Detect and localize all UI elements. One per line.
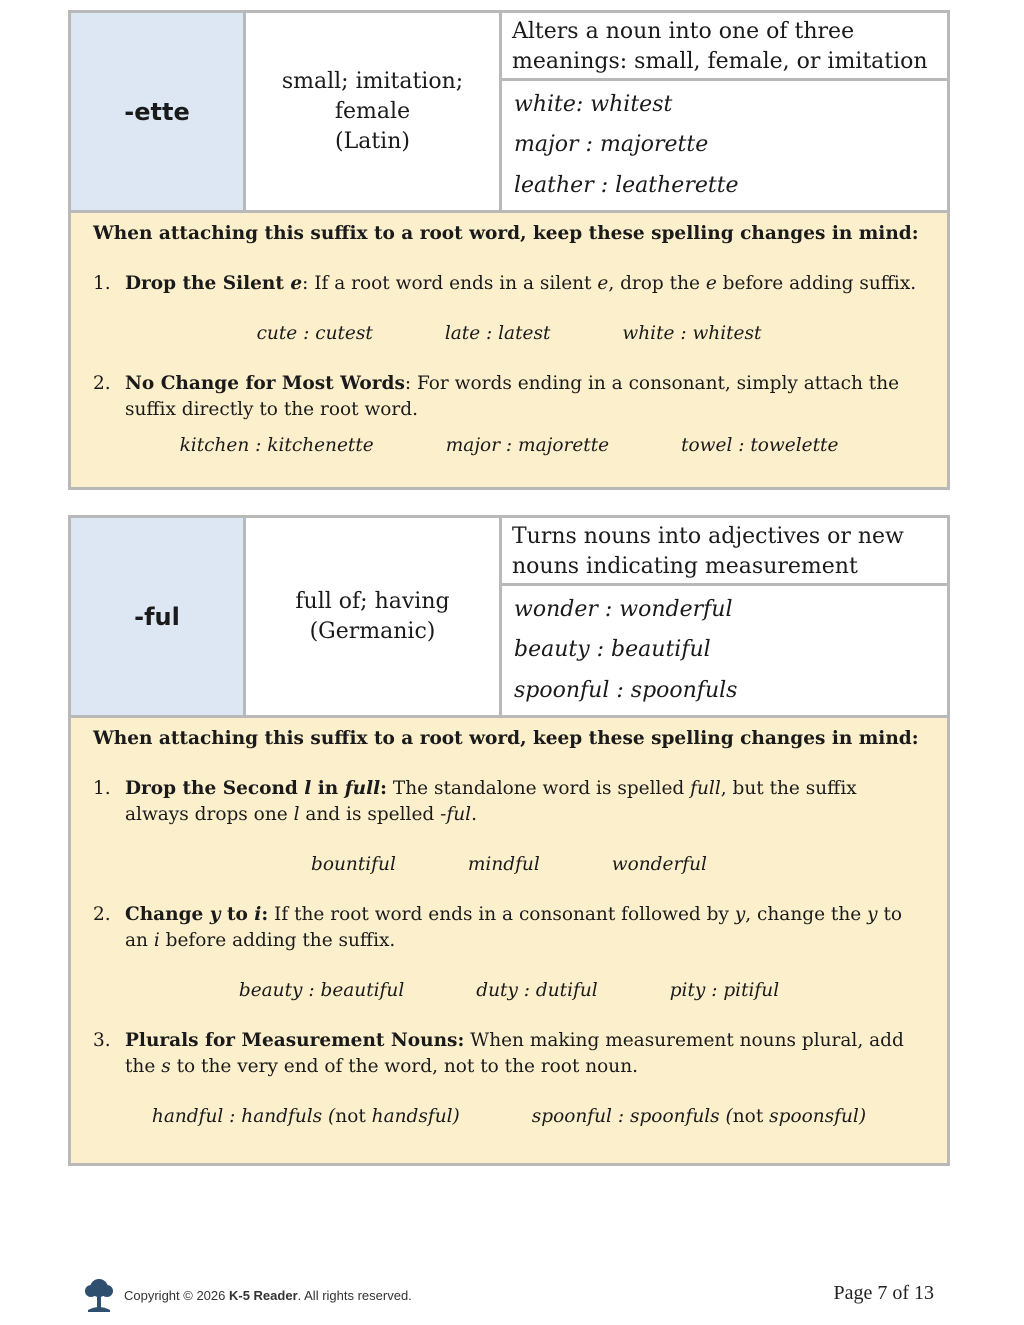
suffix-details xyxy=(502,13,947,210)
example-list xyxy=(502,586,947,715)
rule-examples xyxy=(93,852,925,878)
example-item: leather : leatherette xyxy=(514,172,739,198)
example-item: wonder : wonderful xyxy=(514,597,733,623)
rule-example: spoonful : spoonfuls (not spoonsful) xyxy=(531,1106,867,1127)
rule-text: Change y to i: If the root word ends in a consonant followed by y, change the y to an i before adding the suffix. xyxy=(125,904,903,951)
example-item: white: whitest xyxy=(514,92,673,118)
rule-examples xyxy=(93,321,925,347)
suffix-description: Alters a noun into one of three meanings: small, female, or imitation xyxy=(502,13,947,81)
rule-example: duty : dutiful xyxy=(476,980,598,1001)
rule-example: cute : cutest xyxy=(256,323,373,344)
rule-examples xyxy=(93,1104,925,1130)
rule-examples xyxy=(93,978,925,1004)
suffix-meaning: small; imitation; female (Latin) xyxy=(246,13,502,210)
rules-heading: When attaching this suffix to a root word, keep these spelling changes in mind: xyxy=(93,223,919,244)
rule-1 xyxy=(93,776,925,828)
suffix-card-ful xyxy=(68,515,950,1166)
suffix-details xyxy=(502,518,947,715)
rule-example: towel : towelette xyxy=(681,435,839,456)
rule-example: pity : pitiful xyxy=(669,980,780,1001)
rule-1 xyxy=(93,271,925,297)
rule-2 xyxy=(93,902,925,954)
rule-number: 2. xyxy=(93,373,111,394)
suffix-card-ette xyxy=(68,10,950,490)
suffix-header-row xyxy=(71,518,947,718)
rule-examples xyxy=(93,433,925,459)
suffix-label: -ful xyxy=(71,518,246,715)
rule-example: kitchen : kitchenette xyxy=(179,435,374,456)
rule-example: mindful xyxy=(467,854,540,875)
rule-example: bountiful xyxy=(311,854,396,875)
rule-text: Plurals for Measurement Nouns: When making measurement nouns plural, add the s to the very end of the word, not to the root noun. xyxy=(125,1030,904,1077)
rule-text: No Change for Most Words: For words ending in a consonant, simply attach the suffix directly to the root word. xyxy=(125,373,900,420)
example-item: spoonful : spoonfuls xyxy=(514,677,738,703)
suffix-meaning: full of; having (Germanic) xyxy=(246,518,502,715)
rule-example: major : majorette xyxy=(445,435,610,456)
rule-number: 1. xyxy=(93,778,111,799)
rule-number: 1. xyxy=(93,273,111,294)
tree-logo-icon xyxy=(82,1276,116,1314)
rule-example: white : whitest xyxy=(622,323,762,344)
rule-2 xyxy=(93,371,925,423)
spelling-rules-panel xyxy=(71,718,947,1163)
copyright-footer xyxy=(82,1276,412,1314)
suffix-header-row xyxy=(71,13,947,213)
rule-text: Drop the Second l in full: The standalone word is spelled full, but the suffix always drops one l and is spelled -ful. xyxy=(125,778,857,825)
rule-example: late : latest xyxy=(444,323,551,344)
rule-example: beauty : beautiful xyxy=(238,980,405,1001)
example-item: major : majorette xyxy=(514,132,709,158)
spelling-rules-panel xyxy=(71,213,947,487)
rules-heading: When attaching this suffix to a root word, keep these spelling changes in mind: xyxy=(93,728,919,749)
example-item: beauty : beautiful xyxy=(514,637,711,663)
rule-number: 2. xyxy=(93,904,111,925)
example-list xyxy=(502,81,947,210)
suffix-description: Turns nouns into adjectives or new nouns indicating measurement xyxy=(502,518,947,586)
rule-number: 3. xyxy=(93,1030,111,1051)
rule-text: Drop the Silent e: If a root word ends in a silent e, drop the e before adding suffix. xyxy=(125,273,917,294)
rule-3 xyxy=(93,1028,925,1080)
suffix-label: -ette xyxy=(71,13,246,210)
copyright-text: Copyright © 2026 K-5 Reader. All rights reserved. xyxy=(124,1287,412,1303)
page-number: Page 7 of 13 xyxy=(833,1282,934,1304)
rule-example: handful : handfuls (not handsful) xyxy=(151,1106,460,1127)
rule-example: wonderful xyxy=(611,854,707,875)
